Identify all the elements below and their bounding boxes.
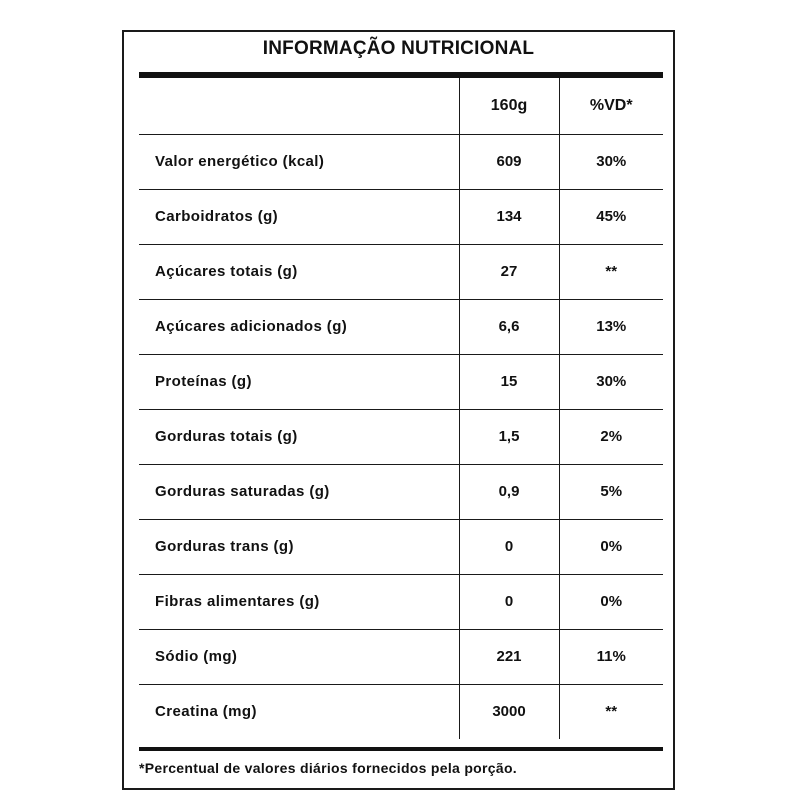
nutrient-name: Valor energético (kcal) (139, 134, 459, 189)
table-row (139, 684, 663, 739)
nutrient-daily-value: 0% (559, 519, 663, 574)
nutrient-daily-value: 13% (559, 299, 663, 354)
nutrient-amount: 134 (459, 189, 559, 244)
nutrient-daily-value: 30% (559, 354, 663, 409)
nutrient-amount: 6,6 (459, 299, 559, 354)
footer-divider (139, 747, 663, 751)
nutrient-amount: 0 (459, 519, 559, 574)
table-row (139, 299, 663, 354)
column-header-portion: 160g (459, 78, 559, 134)
nutrient-daily-value: 30% (559, 134, 663, 189)
nutrient-name: Gorduras saturadas (g) (139, 464, 459, 519)
table-row (139, 629, 663, 684)
table-row (139, 244, 663, 299)
nutrient-amount: 3000 (459, 684, 559, 739)
nutrient-name: Creatina (mg) (155, 703, 257, 721)
nutrient-daily-value: 5% (559, 464, 663, 519)
nutrient-amount: 27 (459, 244, 559, 299)
table-row (139, 574, 663, 629)
nutrient-amount: 609 (459, 134, 559, 189)
nutrient-name: Fibras alimentares (g) (139, 574, 459, 629)
nutrient-name: Gorduras totais (g) (139, 409, 459, 464)
footnote: *Percentual de valores diários fornecidos pela porção. (139, 760, 517, 776)
table-row (139, 354, 663, 409)
nutrient-amount: 0,9 (459, 464, 559, 519)
nutrient-name: Proteínas (g) (139, 354, 459, 409)
nutrient-daily-value: 2% (559, 409, 663, 464)
nutrient-amount: 15 (459, 354, 559, 409)
nutrient-name: Carboidratos (g) (139, 189, 459, 244)
table-row (139, 519, 663, 574)
column-header-daily-value: %VD* (559, 78, 663, 134)
table-row (139, 134, 663, 189)
nutrient-daily-value: ** (559, 244, 663, 299)
column-header-nutrient (139, 78, 459, 134)
nutrient-daily-value: ** (605, 703, 618, 721)
nutrient-name: Açúcares adicionados (g) (139, 299, 459, 354)
nutrient-amount: 1,5 (459, 409, 559, 464)
nutrition-table (139, 78, 663, 739)
table-row (139, 189, 663, 244)
nutrition-facts-label (122, 30, 675, 790)
nutrient-name: Açúcares totais (g) (139, 244, 459, 299)
table-row (139, 464, 663, 519)
table-row (139, 409, 663, 464)
nutrient-daily-value: 0% (559, 574, 663, 629)
nutrient-name: Gorduras trans (g) (139, 519, 459, 574)
nutrient-name: Sódio (mg) (139, 629, 459, 684)
label-title: INFORMAÇÃO NUTRICIONAL (262, 38, 535, 59)
table-header-row (139, 78, 663, 134)
nutrient-amount: 0 (459, 574, 559, 629)
nutrient-amount: 221 (459, 629, 559, 684)
nutrient-daily-value: 45% (559, 189, 663, 244)
nutrient-daily-value: 11% (559, 629, 663, 684)
